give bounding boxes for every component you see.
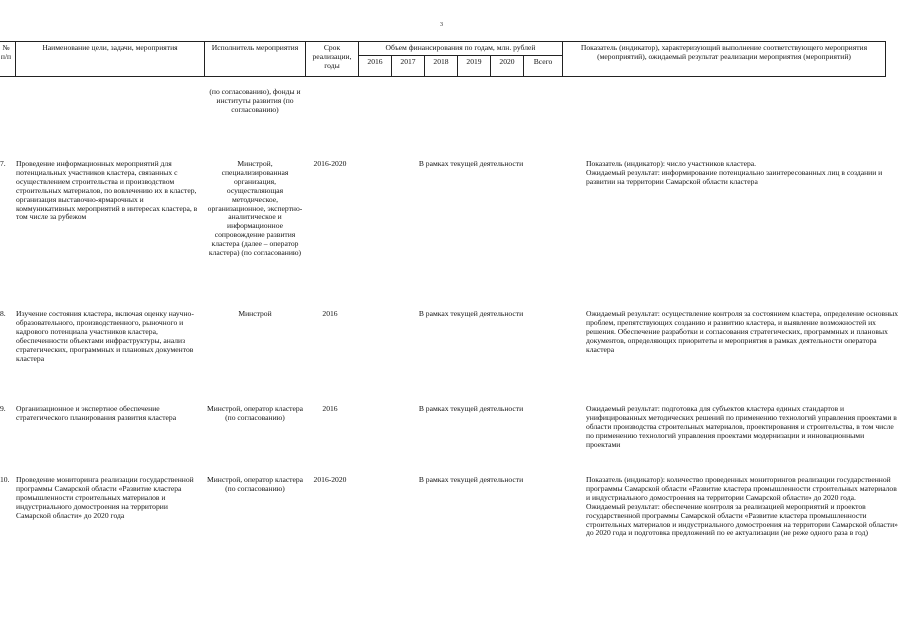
row-num: 10. (0, 475, 10, 484)
row-executor: Минстрой, оператор кластера (по согласованию) (206, 404, 304, 422)
row-num: 9. (0, 404, 6, 413)
header-funding: Объем финансирования по годам, млн. рублей (359, 42, 563, 56)
header-year: 2017 (392, 56, 425, 77)
row-num: 8. (0, 309, 6, 318)
row-executor: Минстрой (238, 309, 272, 318)
continuation-executor: (по согласованию), фонды и институты развития (по согласованию) (209, 87, 301, 114)
row-funding: В рамках текущей деятельности (418, 404, 524, 413)
header-year: 2016 (359, 56, 392, 77)
table-header (0, 41, 886, 77)
header-year: 2019 (458, 56, 491, 77)
row-name: Изучение состояния кластера, включая оценку научно-образовательного, производственного, рыночного и кадрового потенциала участников кластера, обеспеченности объектами инфраструктуры, анализ стратегических, программных и плановых документов кластера (16, 309, 194, 363)
header-name: Наименование цели, задачи, мероприятия (16, 42, 205, 77)
header-indicator: Показатель (индикатор), характеризующий выполнение соответствующего мероприятия (мероприятий), ожидаемый результат реализации мероприятия (мероприятий) (563, 42, 886, 77)
row-funding: В рамках текущей деятельности (418, 159, 524, 168)
row-term: 2016-2020 (313, 475, 347, 484)
header-num: № п/п (0, 42, 16, 77)
row-funding: В рамках текущей деятельности (418, 475, 524, 484)
row-executor: Минстрой, специализированная организация, осуществляющая методическое, организационное, экспертно-аналитическое и информационное сопровождение развития кластера (далее – оператор кластера) (по согласованию) (207, 159, 303, 258)
row-name: Проведение информационных мероприятий для потенциальных участников кластера, связанных с осуществлением строительства и производством строительных материалов, по вовлечению их в кластер, организация выставочно-ярмарочных и коммуникативных мероприятий в интересах кластера, в том числе за рубежом (16, 159, 198, 222)
row-indicator: Показатель (индикатор): число участников кластера. Ожидаемый результат: информирование потенциально заинтересованных лиц в создании и развитии на территории Самарской области кластера (586, 159, 883, 186)
row-indicator: Ожидаемый результат: подготовка для субъектов кластера единых стандартов и унифицированных методических решений по применению технологий управления проектами в области производства строительных материалов, проектирования и строительства, в том числе по применению технологий управления проектами модернизации и инновационными проектами (586, 404, 897, 449)
header-year: 2018 (425, 56, 458, 77)
row-term: 2016-2020 (313, 159, 347, 168)
row-indicator: Показатель (индикатор): количество проведенных мониторингов реализации государственной программы Самарской области «Развитие кластера промышленности строительных материалов и индустриального домостроения на территории Самарской области» до 2020 года. Ожидаемый результат: обеспечение контроля за реализацией мероприятий и проектов государственной программы Самарской области «Развитие кластера промышленности строительных материалов и индустриального домостроения на территории Самарской области» до 2020 года и подготовка предложений по ее актуализации (не реже одного раза в год) (586, 475, 898, 538)
row-name: Организационное и экспертное обеспечение стратегического планирования развития кластера (16, 404, 177, 422)
header-term: Срок реализации, годы (306, 42, 359, 77)
header-year: 2020 (491, 56, 524, 77)
header-executor: Исполнитель мероприятия (205, 42, 306, 77)
header-total: Всего (524, 56, 563, 77)
row-executor: Минстрой, оператор кластера (по согласованию) (206, 475, 304, 493)
row-term: 2016 (322, 309, 338, 318)
page-number: 3 (440, 22, 443, 28)
row-num: 7. (0, 159, 6, 168)
row-funding: В рамках текущей деятельности (418, 309, 524, 318)
row-name: Проведение мониторинга реализации государственной программы Самарской области «Развитие кластера промышленности строительных материалов и индустриального домостроения на территории Самарской области» до 2020 года (16, 475, 194, 520)
row-term: 2016 (322, 404, 338, 413)
row-indicator: Ожидаемый результат: осуществление контроля за состоянием кластера, определение основных проблем, препятствующих созданию и развитию кластера, и выявление возможностей их решения. Обеспечение разработки и согласования стратегических, программных и плановых документов, определяющих приоритеты и мероприятия в рамках деятельности оператора кластера (586, 309, 899, 354)
